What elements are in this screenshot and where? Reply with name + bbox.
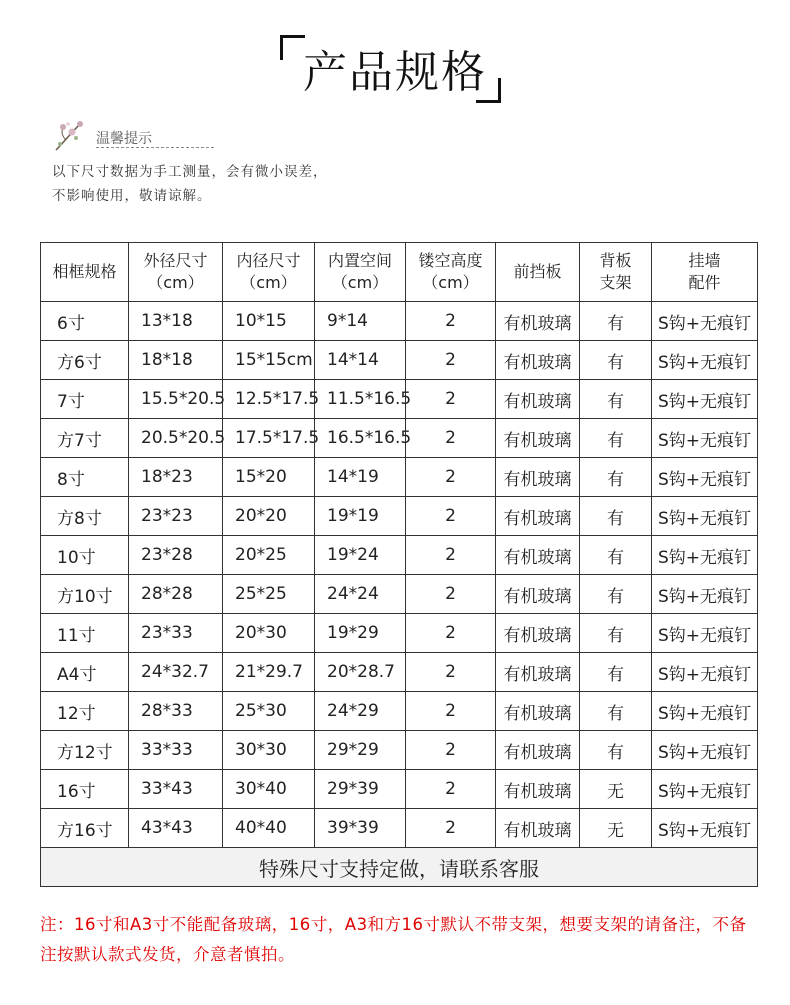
cutout-height-cell: 2	[406, 809, 496, 848]
table-row	[41, 614, 758, 653]
inner-size-cell: 10*15	[223, 302, 315, 341]
size-cell: 10寸	[41, 536, 129, 575]
table-row	[41, 731, 758, 770]
outer-size-cell: 24*32.7	[129, 653, 223, 692]
header-cell-line: 支架	[599, 273, 632, 292]
size-cell: 方12寸	[41, 731, 129, 770]
header-cell-line: 挂墙	[688, 251, 721, 270]
wall-hook-cell: S钩+无痕钉	[652, 536, 758, 575]
cutout-height-cell: 2	[406, 614, 496, 653]
cutout-height-cell: 2	[406, 653, 496, 692]
stand-cell: 有	[580, 692, 652, 731]
title-bracket-bottom-right	[476, 78, 501, 103]
front-panel-cell: 有机玻璃	[496, 692, 580, 731]
cutout-height-cell: 2	[406, 341, 496, 380]
inner-size-cell: 20*25	[223, 536, 315, 575]
header-cell-line: 前挡板	[513, 262, 562, 281]
outer-size-cell: 23*23	[129, 497, 223, 536]
outer-size-cell: 18*23	[129, 458, 223, 497]
outer-size-cell: 20.5*20.5	[129, 419, 223, 458]
inner-space-cell: 19*19	[315, 497, 406, 536]
flower-branch-icon	[52, 118, 92, 152]
front-panel-cell: 有机玻璃	[496, 575, 580, 614]
header-cell-line: （cm）	[331, 273, 389, 292]
table-row	[41, 653, 758, 692]
outer-size-cell: 28*33	[129, 692, 223, 731]
outer-size-cell: 18*18	[129, 341, 223, 380]
outer-size-cell: 15.5*20.5	[129, 380, 223, 419]
tip-divider	[96, 147, 214, 148]
spec-table	[40, 242, 758, 887]
size-cell: 方16寸	[41, 809, 129, 848]
cutout-height-cell: 2	[406, 419, 496, 458]
wall-hook-cell: S钩+无痕钉	[652, 458, 758, 497]
wall-hook-cell: S钩+无痕钉	[652, 692, 758, 731]
header-cell-line: 配件	[688, 273, 721, 292]
front-panel-cell: 有机玻璃	[496, 809, 580, 848]
inner-size-cell: 30*30	[223, 731, 315, 770]
stand-cell: 有	[580, 419, 652, 458]
stand-cell: 有	[580, 380, 652, 419]
front-panel-cell: 有机玻璃	[496, 731, 580, 770]
inner-space-cell: 29*29	[315, 731, 406, 770]
header-cell-line: 镂空高度	[418, 251, 483, 270]
notice-line: 不影响使用，敬请谅解。	[52, 188, 212, 204]
wall-hook-cell: S钩+无痕钉	[652, 341, 758, 380]
table-row	[41, 458, 758, 497]
wall-hook-cell: S钩+无痕钉	[652, 809, 758, 848]
cutout-height-cell: 2	[406, 731, 496, 770]
title-area	[0, 30, 790, 110]
header-cell	[496, 243, 580, 302]
size-cell: 方8寸	[41, 497, 129, 536]
size-cell: 8寸	[41, 458, 129, 497]
wall-hook-cell: S钩+无痕钉	[652, 653, 758, 692]
cutout-height-cell: 2	[406, 302, 496, 341]
front-panel-cell: 有机玻璃	[496, 614, 580, 653]
header-cell-line: 内置空间	[327, 251, 392, 270]
inner-space-cell: 20*28.7	[315, 653, 406, 692]
header-cell	[223, 243, 315, 302]
front-panel-cell: 有机玻璃	[496, 770, 580, 809]
inner-space-cell: 11.5*16.5	[315, 380, 406, 419]
stand-cell: 有	[580, 536, 652, 575]
size-cell: 16寸	[41, 770, 129, 809]
size-cell: 12寸	[41, 692, 129, 731]
cutout-height-cell: 2	[406, 380, 496, 419]
cutout-height-cell: 2	[406, 575, 496, 614]
wall-hook-cell: S钩+无痕钉	[652, 770, 758, 809]
header-cell-line: （cm）	[240, 273, 297, 292]
inner-size-cell: 21*29.7	[223, 653, 315, 692]
front-panel-cell: 有机玻璃	[496, 419, 580, 458]
inner-space-cell: 29*39	[315, 770, 406, 809]
wall-hook-cell: S钩+无痕钉	[652, 731, 758, 770]
outer-size-cell: 23*28	[129, 536, 223, 575]
size-cell: 7寸	[41, 380, 129, 419]
table-row	[41, 341, 758, 380]
stand-cell: 有	[580, 614, 652, 653]
table-row	[41, 770, 758, 809]
header-cell-line: （cm）	[422, 273, 479, 292]
table-body	[41, 302, 758, 848]
header-cell	[652, 243, 758, 302]
cutout-height-cell: 2	[406, 497, 496, 536]
stand-cell: 有	[580, 341, 652, 380]
wall-hook-cell: S钩+无痕钉	[652, 380, 758, 419]
inner-size-cell: 25*30	[223, 692, 315, 731]
inner-size-cell: 25*25	[223, 575, 315, 614]
cutout-height-cell: 2	[406, 692, 496, 731]
table-row	[41, 419, 758, 458]
front-panel-cell: 有机玻璃	[496, 341, 580, 380]
cutout-height-cell: 2	[406, 458, 496, 497]
table-row	[41, 536, 758, 575]
header-cell-line: 内径尺寸	[236, 251, 301, 270]
stand-cell: 有	[580, 731, 652, 770]
outer-size-cell: 28*28	[129, 575, 223, 614]
notice-line: 以下尺寸数据为手工测量，会有微小误差，	[52, 164, 328, 180]
stand-cell: 有	[580, 575, 652, 614]
cutout-height-cell: 2	[406, 770, 496, 809]
size-cell: 11寸	[41, 614, 129, 653]
header-cell-line: （cm）	[147, 273, 204, 292]
wall-hook-cell: S钩+无痕钉	[652, 614, 758, 653]
table-row	[41, 575, 758, 614]
page-title: 产品规格	[303, 47, 487, 98]
outer-size-cell: 13*18	[129, 302, 223, 341]
size-cell: 6寸	[41, 302, 129, 341]
wall-hook-cell: S钩+无痕钉	[652, 302, 758, 341]
cutout-height-cell: 2	[406, 536, 496, 575]
stand-cell: 有	[580, 458, 652, 497]
header-cell-line: 相框规格	[52, 262, 117, 281]
inner-space-cell: 16.5*16.5	[315, 419, 406, 458]
table-row	[41, 497, 758, 536]
inner-space-cell: 39*39	[315, 809, 406, 848]
footer-row	[41, 848, 758, 887]
tip-header	[52, 118, 192, 152]
size-cell: A4寸	[41, 653, 129, 692]
outer-size-cell: 23*33	[129, 614, 223, 653]
inner-space-cell: 19*24	[315, 536, 406, 575]
stand-cell: 无	[580, 809, 652, 848]
table-header	[41, 243, 758, 302]
table-row	[41, 380, 758, 419]
header-cell	[406, 243, 496, 302]
stand-cell: 有	[580, 497, 652, 536]
inner-size-cell: 17.5*17.5	[223, 419, 315, 458]
inner-space-cell: 19*29	[315, 614, 406, 653]
inner-size-cell: 15*20	[223, 458, 315, 497]
front-panel-cell: 有机玻璃	[496, 380, 580, 419]
header-row	[41, 243, 758, 302]
tip-label: 温馨提示	[96, 131, 152, 147]
stand-cell: 有	[580, 653, 652, 692]
size-cell: 方10寸	[41, 575, 129, 614]
header-cell	[315, 243, 406, 302]
inner-size-cell: 30*40	[223, 770, 315, 809]
table-row	[41, 302, 758, 341]
front-panel-cell: 有机玻璃	[496, 302, 580, 341]
inner-size-cell: 15*15cm	[223, 341, 315, 380]
inner-space-cell: 9*14	[315, 302, 406, 341]
header-cell	[41, 243, 129, 302]
outer-size-cell: 33*33	[129, 731, 223, 770]
stand-cell: 有	[580, 302, 652, 341]
measurement-notice	[52, 160, 328, 208]
inner-space-cell: 14*14	[315, 341, 406, 380]
wall-hook-cell: S钩+无痕钉	[652, 575, 758, 614]
header-cell-line: 背板	[599, 251, 632, 270]
table-row	[41, 692, 758, 731]
outer-size-cell: 33*43	[129, 770, 223, 809]
front-panel-cell: 有机玻璃	[496, 497, 580, 536]
outer-size-cell: 43*43	[129, 809, 223, 848]
inner-size-cell: 40*40	[223, 809, 315, 848]
stand-cell: 无	[580, 770, 652, 809]
front-panel-cell: 有机玻璃	[496, 458, 580, 497]
size-cell: 方6寸	[41, 341, 129, 380]
header-cell-line: 外径尺寸	[143, 251, 208, 270]
custom-size-note: 特殊尺寸支持定做，请联系客服	[41, 848, 758, 887]
inner-space-cell: 14*19	[315, 458, 406, 497]
wall-hook-cell: S钩+无痕钉	[652, 419, 758, 458]
size-cell: 方7寸	[41, 419, 129, 458]
front-panel-cell: 有机玻璃	[496, 536, 580, 575]
inner-size-cell: 20*20	[223, 497, 315, 536]
inner-space-cell: 24*29	[315, 692, 406, 731]
front-panel-cell: 有机玻璃	[496, 653, 580, 692]
header-cell	[129, 243, 223, 302]
inner-space-cell: 24*24	[315, 575, 406, 614]
inner-size-cell: 20*30	[223, 614, 315, 653]
header-cell	[580, 243, 652, 302]
warning-note: 注：16寸和A3寸不能配备玻璃，16寸，A3和方16寸默认不带支架，想要支架的请备注，不备注按默认款式发货，介意者慎拍。	[40, 915, 747, 964]
inner-size-cell: 12.5*17.5	[223, 380, 315, 419]
table-row	[41, 809, 758, 848]
wall-hook-cell: S钩+无痕钉	[652, 497, 758, 536]
